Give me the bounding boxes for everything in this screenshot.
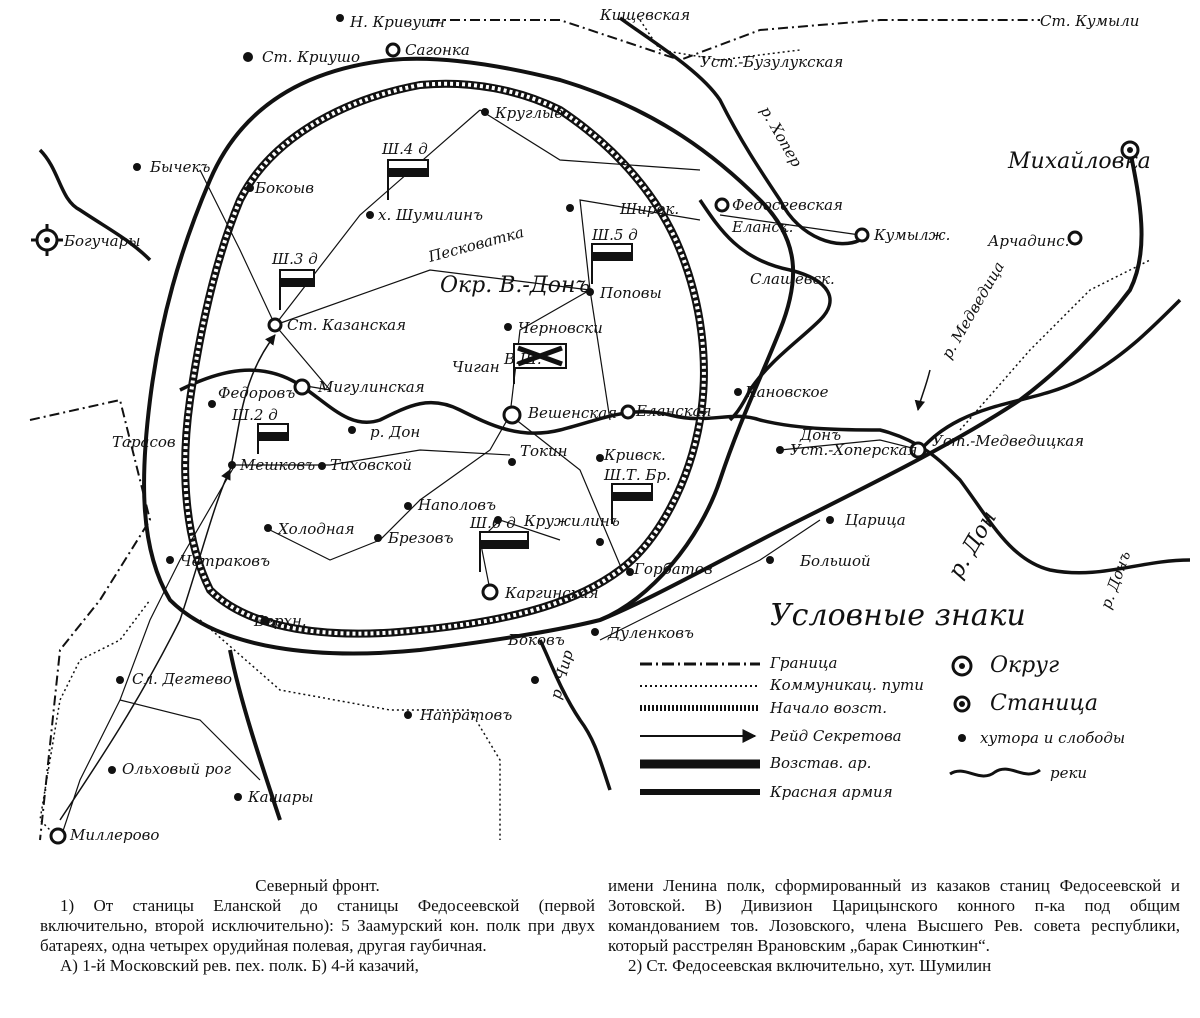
place-krugly: Круглые [495, 104, 564, 122]
place-popov: Поповы [600, 284, 662, 302]
place-shumilin: х. Шумилинъ [378, 206, 483, 224]
place-kumylzh: Кумылж. [874, 226, 951, 244]
place-kruzhilin: Кружилинъ [524, 512, 620, 530]
place-n-krishu: Н. Кривушн [350, 13, 446, 31]
place-bolshoi: Большой [800, 552, 871, 570]
caption-left-column [40, 876, 595, 976]
place-ust-buzuluk: Уст.-Бузулукская [700, 53, 844, 71]
place-meshkov: Мешковъ [240, 456, 316, 474]
place-eransk: Еланская [636, 402, 712, 420]
legend-rebels-label: Возстав. ар. [770, 754, 872, 772]
river-don-east-label: Донъ [800, 426, 842, 444]
place-ust-medv: Уст.-Медведицкая [932, 432, 1085, 450]
place-dulenkov: Дуленковъ [608, 624, 694, 642]
caption-left-paragraph-2: А) 1-й Московский рев. пех. полк. Б) 4-й казачий, [60, 956, 419, 975]
place-mikhailovka: Михайловка [1008, 149, 1151, 174]
place-st-krishu: Ст. Криушо [262, 48, 361, 66]
place-bychek: Бычекъ [150, 158, 211, 176]
place-bokovsk: Боковъ [508, 631, 565, 649]
river-khoper-label: р. Хопер [756, 103, 806, 171]
legend [640, 598, 1125, 801]
caption-left-paragraph-1: 1) От станицы Еланской до станицы Федосеевской (первой включительно, второй исключительно): 5 Заамурский кон. полк при двух батареях, одна четырех орудийная полевая, другая гаубичная. [40, 896, 595, 955]
region-label: Окр. В.-Донъ [440, 273, 591, 298]
river-medveditsa-label: р. Медведица [937, 258, 1009, 362]
place-degtevo: Сл. Дегтево [132, 670, 233, 688]
unit-label-shbr: Ш.Т. Бр. [604, 466, 671, 484]
place-arcadin: Арчадинс. [988, 232, 1070, 250]
place-bokovs: Бокоыв [255, 179, 314, 197]
unit-label-sh2: Ш.2 д [232, 406, 278, 424]
unit-label-vsh: В.Ш. [504, 350, 542, 368]
unit-label-sh4: Ш.4 д [382, 140, 428, 158]
legend-rivers-label: реки [1050, 764, 1088, 782]
river-don3-label: р. Донъ [1096, 548, 1135, 612]
place-fedorov: Федоровъ [218, 384, 296, 402]
river-don-label: р. Дон [370, 423, 421, 441]
place-gorbat: Горбатов [634, 560, 713, 578]
place-chernov: Черновски [518, 319, 603, 337]
place-naprimov: Напратовъ [420, 706, 513, 724]
place-shirok: Широк. [620, 200, 680, 218]
place-ust-khop: Уст.-Хоперская [790, 441, 918, 459]
unit-label-sh3: Ш.3 д [272, 250, 318, 268]
place-tsaritsa: Царица [845, 511, 906, 529]
railways [40, 20, 1150, 840]
unit-label-sh6: Ш.6 д [470, 514, 516, 532]
place-bryzgin: Брезовъ [388, 529, 454, 547]
legend-okrug-label: Округ [990, 653, 1060, 678]
place-chigan: Чиган [452, 358, 500, 376]
river-pesk-label: Песковатка [426, 223, 526, 266]
place-kashary: Кашары [248, 788, 314, 806]
legend-raid-label: Рейд Секретова [770, 727, 902, 745]
river-don2-label: р. Дон [943, 506, 1003, 583]
place-tarasov: Тарасов [112, 433, 176, 451]
place-kanovsk: Кановское [745, 383, 829, 401]
legend-title: Условные знаки [770, 598, 1026, 633]
place-kholodan: Холодная [278, 520, 355, 538]
place-olkhov: Ольховый рог [122, 760, 232, 778]
caption-right-paragraph-1: имени Ленина полк, сформированный из казаков станиц Федосеевской и Зотовской. В) Дивизион Царицынского конного п-ка под общим командованием тов. Лозовского, члена Высшего Рев. совета республики, который расстрелян Врановским „барак Синюткин“. [608, 876, 1180, 955]
place-tikhovsk: Тиховской [330, 456, 412, 474]
place-veshensk: Вешенская [528, 404, 618, 422]
place-st-kumyl: Ст. Кумыли [1040, 12, 1140, 30]
place-kshch: Кищевская [600, 6, 691, 24]
place-kazansk: Ст. Казанская [287, 316, 407, 334]
caption-heading: Северный фронт. [255, 876, 380, 895]
place-krivsk: Кривск. [604, 446, 666, 464]
place-slashch: Слащевск. [750, 270, 835, 288]
legend-routes-label: Коммуникац. пути [770, 676, 924, 694]
place-migulinsk: Мигулинская [318, 378, 425, 396]
river-chir [540, 640, 610, 790]
place-napalov: Наполовъ [418, 496, 497, 514]
caption-right-column [608, 876, 1180, 976]
legend-line-samples [640, 664, 760, 792]
legend-border-label: Граница [770, 654, 838, 672]
unit-label-sh5: Ш.5 д [592, 226, 638, 244]
caption-right-paragraph-2: 2) Ст. Федосеевская включительно, хут. Шумилин [628, 956, 992, 975]
place-tokin: Токин [520, 442, 568, 460]
map-border [30, 20, 1040, 840]
legend-red-army-label: Красная армия [770, 783, 893, 801]
place-labels [63, 6, 1151, 844]
place-boguchar: Богучары [64, 232, 141, 250]
place-fedoseev: Федосеевская [732, 196, 843, 214]
legend-uprising-label: Начало возст. [770, 699, 887, 717]
river-chir-label: р. Чир [546, 648, 577, 702]
place-elansk: Еланск. [732, 218, 794, 236]
place-sagonka: Сагонка [405, 41, 470, 59]
legend-khutor-label: хутора и слободы [980, 729, 1126, 747]
place-verkhn: Верхн. [254, 612, 307, 630]
legend-stanitsa-label: Станица [990, 691, 1098, 716]
place-millerovo: Миллерово [70, 826, 160, 844]
place-chertkov: Четраковъ [180, 552, 270, 570]
place-karginsk: Каргинская [505, 584, 599, 602]
